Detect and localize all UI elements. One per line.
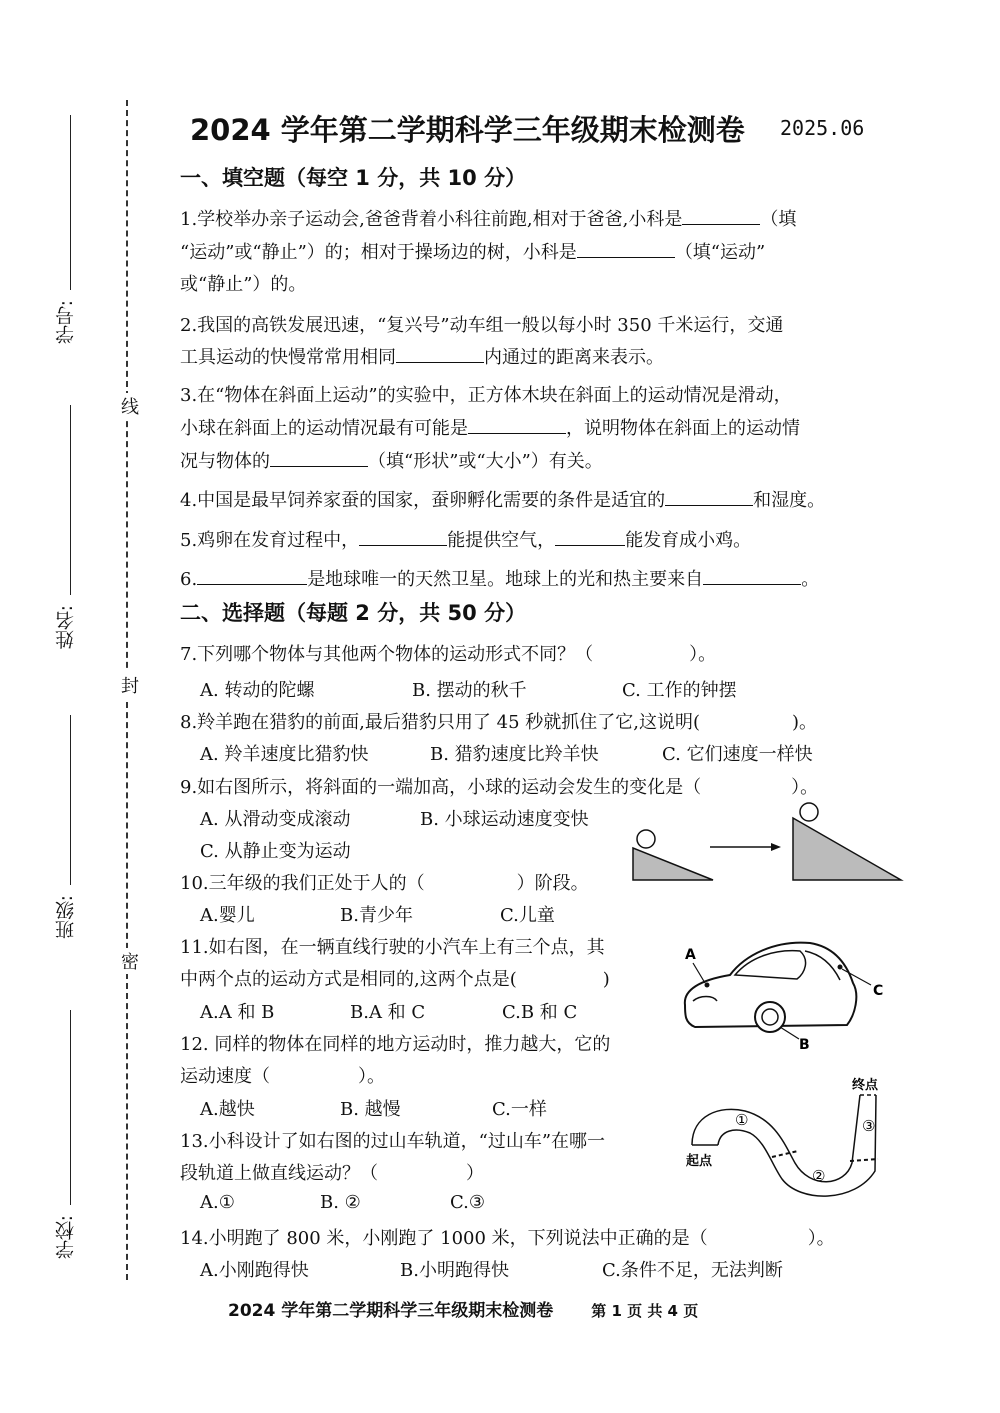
binding-mark-seal: 封	[115, 672, 141, 698]
q10-option-c[interactable]: C.儿童	[500, 905, 555, 926]
q14-stem: 14.小明跑了 800 米，小刚跑了 1000 米，下列说法中正确的是（ ）。	[180, 1228, 835, 1249]
rollercoaster-diagram	[680, 1075, 895, 1200]
q2-line2: 工具运动的快慢常常用相同 内通过的距离来表示。	[180, 347, 664, 368]
name-underline	[70, 405, 71, 595]
q7-option-c[interactable]: C. 工作的钟摆	[622, 680, 737, 701]
footer-title: 2024 学年第二学期科学三年级期末检测卷	[228, 1301, 554, 1321]
q12-option-c[interactable]: C.一样	[492, 1099, 547, 1120]
binding-mark-secret: 密	[115, 948, 141, 974]
q5-blank1[interactable]	[359, 529, 447, 546]
q8-stem: 8.羚羊跑在猎豹的前面,最后猎豹只用了 45 秒就抓住了它,这说明( )。	[180, 712, 818, 733]
q12-line2: 运动速度（ ）。	[180, 1066, 385, 1087]
q9-stem: 9.如右图所示，将斜面的一端加高，小球的运动会发生的变化是（ ）。	[180, 777, 819, 798]
q7-stem: 7.下列哪个物体与其他两个物体的运动形式不同？（ ）。	[180, 644, 717, 665]
q2-line1: 2.我国的高铁发展迅速，“复兴号”动车组一般以每小时 350 千米运行，交通	[180, 315, 784, 336]
q3-line3: 况与物体的 （填“形状”或“大小”）有关。	[180, 451, 603, 472]
q7-option-b[interactable]: B. 摆动的秋千	[412, 680, 527, 701]
q13-line2: 段轨道上做直线运动？（ ）	[180, 1163, 484, 1184]
car-label-a: A	[685, 947, 696, 963]
q8-option-b[interactable]: B. 猎豹速度比羚羊快	[430, 744, 599, 765]
q11-option-b[interactable]: B.A 和 C	[350, 1002, 426, 1023]
q4-blank[interactable]	[665, 489, 753, 506]
section2-title: 二、选择题（每题 2 分，共 50 分）	[180, 601, 527, 625]
binding-mark-line: 线	[115, 393, 141, 419]
q1-line1: 1.学校举办亲子运动会,爸爸背着小科往前跑,相对于爸爸,小科是 （填	[180, 209, 797, 230]
q6-blank2[interactable]	[703, 568, 801, 585]
q1-line2: “运动”或“静止”）的；相对于操场边的树，小科是 （填“运动”	[180, 242, 766, 263]
footer	[228, 1296, 698, 1321]
q3-line1: 3.在“物体在斜面上运动”的实验中，正方体木块在斜面上的运动情况是滑动，	[180, 385, 792, 406]
q10-stem: 10.三年级的我们正处于人的（ ）阶段。	[180, 873, 589, 894]
q2-blank[interactable]	[396, 346, 484, 363]
school-underline	[70, 1010, 71, 1205]
q11-line1: 11.如右图，在一辆直线行驶的小汽车上有三个点，其	[180, 937, 605, 958]
student-id-label: 学号:	[55, 300, 77, 345]
q13-option-c[interactable]: C.③	[450, 1192, 485, 1213]
q8-option-a[interactable]: A. 羚羊速度比猎豹快	[200, 744, 369, 765]
q12-line1: 12. 同样的物体在同样的地方运动时，推力越大，它的	[180, 1034, 611, 1055]
q3-line2: 小球在斜面上的运动情况最有可能是 ，说明物体在斜面上的运动情	[180, 418, 800, 439]
q11-option-c[interactable]: C.B 和 C	[502, 1002, 578, 1023]
q9-option-a[interactable]: A. 从滑动变成滚动	[200, 809, 351, 830]
class-label: 班级:	[55, 895, 77, 940]
id-underline	[70, 115, 71, 290]
exam-date: 2025.06	[780, 116, 865, 140]
q1-blank1[interactable]	[682, 208, 760, 225]
name-label: 姓名:	[55, 605, 77, 650]
q8-option-c[interactable]: C. 它们速度一样快	[662, 744, 813, 765]
q6-line: 6. 是地球唯一的天然卫星。地球上的光和热主要来自 。	[180, 569, 820, 590]
track-seg3-label: ③	[862, 1117, 876, 1135]
track-seg1-label: ①	[735, 1111, 749, 1129]
footer-page: 第 1 页 共 4 页	[591, 1302, 699, 1320]
q10-option-b[interactable]: B.青少年	[340, 905, 413, 926]
school-label: 学校:	[55, 1215, 77, 1260]
q13-line1: 13.小科设计了如右图的过山车轨道，“过山车”在哪一	[180, 1131, 606, 1152]
q6-blank1[interactable]	[197, 568, 307, 585]
slope-diagram	[625, 800, 910, 890]
q14-option-b[interactable]: B.小明跑得快	[400, 1260, 509, 1281]
track-start-label: 起点	[686, 1154, 713, 1169]
q9-option-c[interactable]: C. 从静止变为运动	[200, 841, 351, 862]
q3-blank1[interactable]	[468, 417, 566, 434]
q1-line3: 或“静止”）的。	[180, 274, 307, 295]
q13-option-b[interactable]: B. ②	[320, 1192, 361, 1213]
q11-line2: 中两个点的运动方式是相同的,这两个点是( )	[180, 969, 610, 990]
car-diagram	[675, 935, 890, 1055]
q3-blank2[interactable]	[270, 450, 368, 467]
track-seg2-label: ②	[812, 1167, 826, 1185]
page-title: 2024 学年第二学期科学三年级期末检测卷	[190, 113, 745, 147]
q14-option-c[interactable]: C.条件不足，无法判断	[602, 1260, 783, 1281]
q1-blank2[interactable]	[577, 241, 675, 258]
q5-blank2[interactable]	[555, 529, 625, 546]
q12-option-a[interactable]: A.越快	[200, 1099, 255, 1120]
class-underline	[70, 715, 71, 885]
q12-option-b[interactable]: B. 越慢	[340, 1099, 401, 1120]
q11-option-a[interactable]: A.A 和 B	[200, 1002, 275, 1023]
car-label-b: B	[799, 1037, 810, 1053]
q7-option-a[interactable]: A. 转动的陀螺	[200, 680, 315, 701]
q4-line: 4.中国是最早饲养家蚕的国家，蚕卵孵化需要的条件是适宜的 和湿度。	[180, 490, 826, 511]
section1-title: 一、填空题（每空 1 分，共 10 分）	[180, 166, 527, 190]
track-end-label: 终点	[852, 1078, 879, 1093]
q9-option-b[interactable]: B. 小球运动速度变快	[420, 809, 589, 830]
q5-line: 5.鸡卵在发育过程中， 能提供空气， 能发育成小鸡。	[180, 530, 752, 551]
q14-option-a[interactable]: A.小刚跑得快	[200, 1260, 309, 1281]
car-label-c: C	[873, 983, 884, 999]
q10-option-a[interactable]: A.婴儿	[200, 905, 255, 926]
q13-option-a[interactable]: A.①	[200, 1192, 235, 1213]
